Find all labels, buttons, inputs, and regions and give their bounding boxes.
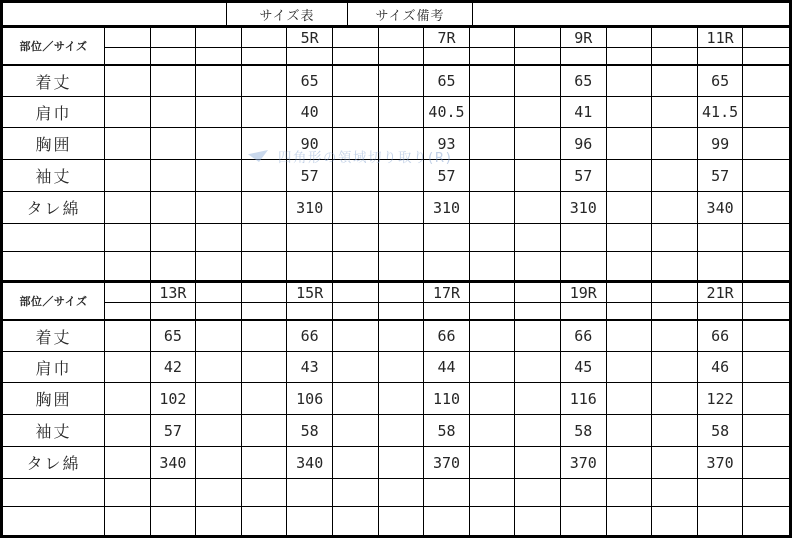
header-sub-cell (515, 48, 561, 66)
row-label: 袖丈 (3, 160, 105, 192)
blank-cell (607, 383, 653, 415)
blank-cell (607, 479, 653, 507)
blank-cell (105, 352, 151, 383)
blank-cell (515, 128, 561, 160)
blank-cell (151, 479, 197, 507)
blank-cell (743, 352, 789, 383)
blank-cell (105, 479, 151, 507)
blank-cell (287, 224, 333, 252)
header-sub-cell (196, 48, 242, 66)
blank-cell (515, 160, 561, 192)
blank-cell (652, 252, 698, 280)
blank-cell (105, 97, 151, 128)
blank-cell (242, 352, 288, 383)
blank-cell (105, 128, 151, 160)
value-cell: 41.5 (698, 97, 744, 128)
blank-cell (242, 128, 288, 160)
empty-row-label (3, 507, 105, 535)
header-sub-cell (561, 48, 607, 66)
header-empty-cell (652, 28, 698, 48)
header-empty-cell (333, 283, 379, 303)
value-cell: 66 (287, 321, 333, 352)
row-label: 胸囲 (3, 128, 105, 160)
blank-cell (379, 321, 425, 352)
value-cell: 66 (561, 321, 607, 352)
blank-cell (470, 128, 516, 160)
row-label: 着丈 (3, 321, 105, 352)
blank-cell (743, 252, 789, 280)
blank-cell (515, 321, 561, 352)
value-cell: 65 (287, 66, 333, 97)
header-empty-cell (470, 283, 516, 303)
blank-cell (242, 447, 288, 479)
blank-cell (652, 321, 698, 352)
blank-cell (333, 128, 379, 160)
blank-cell (196, 128, 242, 160)
value-cell: 57 (424, 160, 470, 192)
header-sub-cell (652, 48, 698, 66)
value-cell: 370 (424, 447, 470, 479)
header-sub-cell (652, 303, 698, 321)
blank-cell (652, 507, 698, 535)
header-empty-cell (515, 283, 561, 303)
header-sub-cell (470, 303, 516, 321)
size-header: 5R (287, 28, 333, 48)
value-cell: 340 (698, 192, 744, 224)
row-label: 肩巾 (3, 97, 105, 128)
blank-cell (743, 415, 789, 447)
blank-cell (470, 479, 516, 507)
blank-cell (607, 97, 653, 128)
header-sub-cell (607, 48, 653, 66)
blank-cell (105, 192, 151, 224)
value-cell: 43 (287, 352, 333, 383)
blank-cell (151, 97, 197, 128)
blank-cell (607, 160, 653, 192)
blank-cell (515, 224, 561, 252)
blank-cell (515, 383, 561, 415)
blank-cell (196, 383, 242, 415)
blank-cell (105, 252, 151, 280)
blank-cell (105, 415, 151, 447)
blank-cell (743, 383, 789, 415)
header-sub-cell (743, 48, 789, 66)
blank-cell (287, 252, 333, 280)
header-sub-cell (333, 48, 379, 66)
size-header: 9R (561, 28, 607, 48)
header-sub-cell (561, 303, 607, 321)
blank-cell (333, 192, 379, 224)
blank-cell (470, 352, 516, 383)
blank-cell (196, 66, 242, 97)
row-label: 袖丈 (3, 415, 105, 447)
blank-cell (196, 415, 242, 447)
blank-cell (242, 160, 288, 192)
blank-cell (424, 507, 470, 535)
blank-cell (607, 128, 653, 160)
row-label: 胸囲 (3, 383, 105, 415)
value-cell: 65 (424, 66, 470, 97)
blank-cell (333, 66, 379, 97)
blank-cell (515, 252, 561, 280)
blank-cell (470, 252, 516, 280)
row-label: タレ綿 (3, 447, 105, 479)
size-chart-title: サイズ表 (227, 3, 348, 25)
blank-cell (105, 224, 151, 252)
blank-cell (515, 97, 561, 128)
size-header: 7R (424, 28, 470, 48)
blank-cell (652, 97, 698, 128)
header-empty-cell (743, 283, 789, 303)
value-cell: 96 (561, 128, 607, 160)
blank-cell (698, 479, 744, 507)
blank-cell (333, 447, 379, 479)
header-empty-cell (242, 283, 288, 303)
value-cell: 340 (287, 447, 333, 479)
blank-cell (151, 66, 197, 97)
blank-cell (607, 192, 653, 224)
value-cell: 99 (698, 128, 744, 160)
header-sub-cell (607, 303, 653, 321)
blank-cell (105, 507, 151, 535)
size-header: 11R (698, 28, 744, 48)
value-cell: 40 (287, 97, 333, 128)
header-empty-cell (196, 28, 242, 48)
blank-cell (196, 507, 242, 535)
header-sub-cell (515, 303, 561, 321)
blank-cell (561, 479, 607, 507)
blank-cell (242, 97, 288, 128)
header-empty-cell (743, 28, 789, 48)
blank-cell (561, 224, 607, 252)
blank-cell (379, 252, 425, 280)
blank-cell (652, 479, 698, 507)
value-cell: 58 (561, 415, 607, 447)
blank-cell (379, 192, 425, 224)
value-cell: 65 (151, 321, 197, 352)
blank-cell (242, 479, 288, 507)
blank-cell (607, 352, 653, 383)
header-sub-cell (287, 48, 333, 66)
header-sub-cell (287, 303, 333, 321)
value-cell: 66 (424, 321, 470, 352)
blank-cell (379, 507, 425, 535)
header-sub-cell (151, 303, 197, 321)
blank-cell (379, 415, 425, 447)
header-sub-cell (424, 303, 470, 321)
header-sub-cell (470, 48, 516, 66)
header-sub-cell (151, 48, 197, 66)
blank-cell (561, 507, 607, 535)
blank-cell (607, 321, 653, 352)
header-empty-cell (515, 28, 561, 48)
header-empty-cell (105, 283, 151, 303)
blank-cell (607, 66, 653, 97)
value-cell: 57 (151, 415, 197, 447)
value-cell: 110 (424, 383, 470, 415)
value-cell: 65 (561, 66, 607, 97)
blank-cell (652, 192, 698, 224)
header-sub-cell (424, 48, 470, 66)
blank-cell (379, 160, 425, 192)
header-empty-cell (242, 28, 288, 48)
blank-cell (470, 507, 516, 535)
blank-cell (151, 224, 197, 252)
blank-cell (196, 97, 242, 128)
empty-row-label (3, 224, 105, 252)
blank-cell (333, 352, 379, 383)
size-header: 19R (561, 283, 607, 303)
blank-cell (424, 479, 470, 507)
blank-cell (698, 507, 744, 535)
header-empty-cell (379, 28, 425, 48)
blank-cell (424, 252, 470, 280)
value-cell: 58 (424, 415, 470, 447)
blank-cell (743, 321, 789, 352)
size-table-upper (3, 28, 789, 280)
blank-cell (242, 252, 288, 280)
blank-cell (607, 447, 653, 479)
header-sub-cell (743, 303, 789, 321)
blank-cell (287, 479, 333, 507)
size-header: 21R (698, 283, 744, 303)
blank-cell (470, 415, 516, 447)
header-empty-cell (607, 283, 653, 303)
value-cell: 46 (698, 352, 744, 383)
value-cell: 40.5 (424, 97, 470, 128)
blank-cell (470, 383, 516, 415)
value-cell: 310 (561, 192, 607, 224)
blank-cell (105, 383, 151, 415)
header-sub-cell (242, 48, 288, 66)
header-sub-cell (379, 303, 425, 321)
blank-cell (379, 383, 425, 415)
blank-cell (105, 160, 151, 192)
blank-cell (242, 383, 288, 415)
value-cell: 90 (287, 128, 333, 160)
blank-cell (743, 192, 789, 224)
blank-cell (196, 447, 242, 479)
blank-cell (242, 321, 288, 352)
blank-cell (743, 128, 789, 160)
blank-cell (470, 160, 516, 192)
header-sub-cell (105, 48, 151, 66)
blank-cell (743, 97, 789, 128)
snip-tooltip-text: 四角形の領域切り取り(R) (278, 150, 453, 166)
blank-cell (333, 160, 379, 192)
blank-cell (652, 352, 698, 383)
value-cell: 45 (561, 352, 607, 383)
header-empty-cell (196, 283, 242, 303)
blank-cell (287, 507, 333, 535)
header-empty-cell (652, 283, 698, 303)
blank-cell (743, 447, 789, 479)
blank-cell (242, 66, 288, 97)
blank-cell (515, 507, 561, 535)
header-sub-cell (242, 303, 288, 321)
empty-row-label (3, 252, 105, 280)
blank-cell (515, 479, 561, 507)
blank-cell (743, 160, 789, 192)
top-header-band (3, 3, 789, 28)
blank-cell (151, 128, 197, 160)
blank-cell (515, 352, 561, 383)
corner-label: 部位／サイズ (3, 283, 105, 321)
size-header: 15R (287, 283, 333, 303)
blank-cell (743, 224, 789, 252)
top-right-empty-cell (473, 3, 789, 25)
header-sub-cell (196, 303, 242, 321)
value-cell: 41 (561, 97, 607, 128)
blank-cell (196, 479, 242, 507)
blank-cell (196, 321, 242, 352)
value-cell: 310 (424, 192, 470, 224)
blank-cell (470, 192, 516, 224)
blank-cell (515, 192, 561, 224)
row-label: 着丈 (3, 66, 105, 97)
row-label: 肩巾 (3, 352, 105, 383)
size-header: 17R (424, 283, 470, 303)
value-cell: 65 (698, 66, 744, 97)
header-empty-cell (105, 28, 151, 48)
blank-cell (379, 97, 425, 128)
blank-cell (652, 66, 698, 97)
blank-cell (242, 224, 288, 252)
blank-cell (743, 479, 789, 507)
header-sub-cell (105, 303, 151, 321)
value-cell: 66 (698, 321, 744, 352)
blank-cell (607, 252, 653, 280)
blank-cell (151, 507, 197, 535)
blank-cell (379, 224, 425, 252)
blank-cell (333, 383, 379, 415)
value-cell: 57 (287, 160, 333, 192)
blank-cell (151, 192, 197, 224)
blank-cell (379, 479, 425, 507)
blank-cell (242, 415, 288, 447)
size-table-lower (3, 283, 789, 535)
blank-cell (470, 447, 516, 479)
value-cell: 340 (151, 447, 197, 479)
blank-cell (698, 252, 744, 280)
blank-cell (652, 415, 698, 447)
blank-cell (607, 224, 653, 252)
row-label: タレ綿 (3, 192, 105, 224)
value-cell: 44 (424, 352, 470, 383)
blank-cell (242, 507, 288, 535)
blank-cell (196, 160, 242, 192)
blank-cell (652, 383, 698, 415)
blank-cell (515, 447, 561, 479)
blank-cell (379, 66, 425, 97)
blank-cell (652, 160, 698, 192)
blank-cell (470, 66, 516, 97)
blank-cell (333, 479, 379, 507)
value-cell: 57 (698, 160, 744, 192)
blank-cell (333, 97, 379, 128)
blank-cell (743, 66, 789, 97)
header-empty-cell (333, 28, 379, 48)
blank-cell (196, 224, 242, 252)
header-empty-cell (607, 28, 653, 48)
blank-cell (333, 507, 379, 535)
blank-cell (379, 128, 425, 160)
value-cell: 106 (287, 383, 333, 415)
blank-cell (196, 192, 242, 224)
blank-cell (105, 447, 151, 479)
blank-cell (151, 252, 197, 280)
blank-cell (242, 192, 288, 224)
header-empty-cell (379, 283, 425, 303)
blank-cell (379, 447, 425, 479)
blank-cell (607, 507, 653, 535)
header-sub-cell (698, 48, 744, 66)
blank-cell (470, 97, 516, 128)
blank-cell (333, 252, 379, 280)
blank-cell (105, 66, 151, 97)
value-cell: 58 (287, 415, 333, 447)
blank-cell (424, 224, 470, 252)
blank-cell (515, 415, 561, 447)
value-cell: 58 (698, 415, 744, 447)
size-notes-title: サイズ備考 (348, 3, 473, 25)
top-left-empty-cell (3, 3, 227, 25)
blank-cell (333, 415, 379, 447)
blank-cell (196, 352, 242, 383)
blank-cell (151, 160, 197, 192)
value-cell: 370 (561, 447, 607, 479)
blank-cell (698, 224, 744, 252)
blank-cell (196, 252, 242, 280)
corner-label: 部位／サイズ (3, 28, 105, 66)
blank-cell (652, 128, 698, 160)
blank-cell (379, 352, 425, 383)
blank-cell (333, 224, 379, 252)
header-empty-cell (151, 28, 197, 48)
blank-cell (652, 224, 698, 252)
value-cell: 116 (561, 383, 607, 415)
header-empty-cell (470, 28, 516, 48)
value-cell: 122 (698, 383, 744, 415)
blank-cell (515, 66, 561, 97)
size-header: 13R (151, 283, 197, 303)
header-sub-cell (379, 48, 425, 66)
header-sub-cell (333, 303, 379, 321)
blank-cell (561, 252, 607, 280)
value-cell: 310 (287, 192, 333, 224)
blank-cell (105, 321, 151, 352)
blank-cell (333, 321, 379, 352)
value-cell: 93 (424, 128, 470, 160)
blank-cell (743, 507, 789, 535)
value-cell: 370 (698, 447, 744, 479)
empty-row-label (3, 479, 105, 507)
value-cell: 57 (561, 160, 607, 192)
value-cell: 42 (151, 352, 197, 383)
header-sub-cell (698, 303, 744, 321)
value-cell: 102 (151, 383, 197, 415)
blank-cell (470, 224, 516, 252)
blank-cell (607, 415, 653, 447)
blank-cell (470, 321, 516, 352)
blank-cell (652, 447, 698, 479)
